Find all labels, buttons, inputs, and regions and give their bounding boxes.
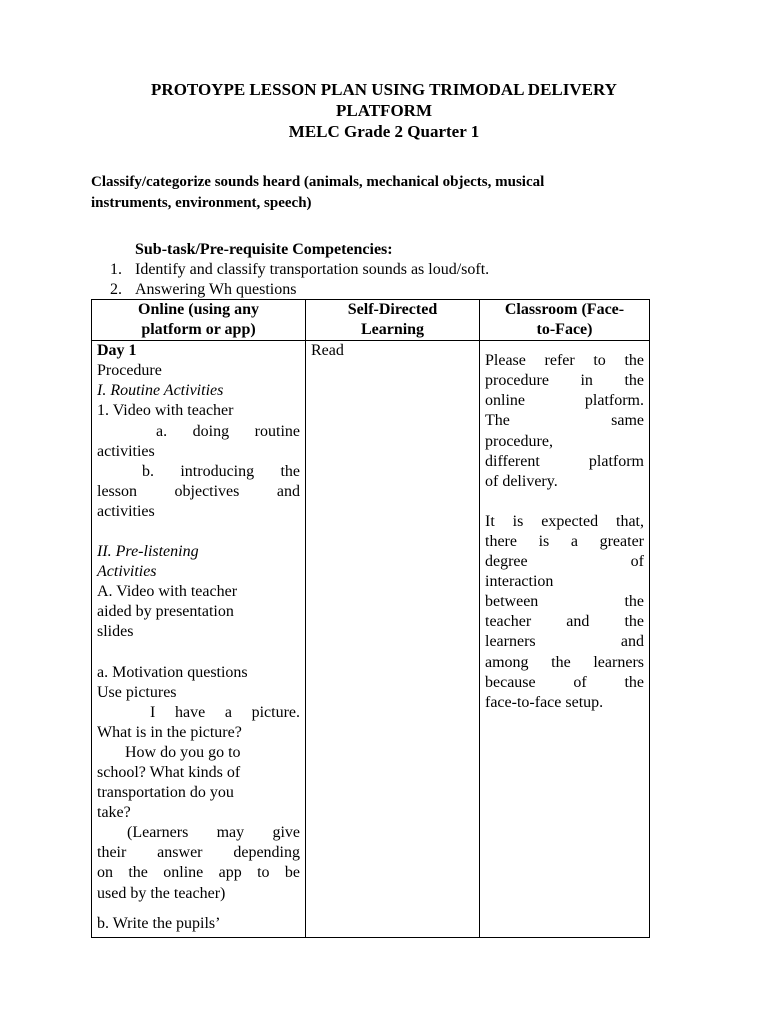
subtask-list — [110, 260, 489, 300]
subtask-item — [110, 260, 489, 280]
competency-line-2: instruments, environment, speech) — [91, 195, 312, 211]
subtask-item-text: Identify and classify transportation sounds as loud/soft. — [135, 261, 490, 278]
title-line-3: MELC Grade 2 Quarter 1 — [288, 122, 480, 141]
lesson-plan-table — [91, 299, 650, 938]
table-row — [92, 341, 650, 938]
day-label: Day 1 — [97, 342, 137, 360]
title-line-1: PROTOYPE LESSON PLAN USING TRIMODAL DELIVERY — [151, 80, 617, 99]
table-header-row — [92, 300, 650, 341]
classroom-paragraph-2: It is expected that, there is a greater degree of interaction between the teacher and the learners and among the learners because of the face-to-face setup. — [485, 512, 644, 711]
learning-competency — [91, 172, 651, 214]
header-self-directed: Self-Directed Learning — [306, 300, 480, 341]
subtask-item — [110, 280, 489, 300]
classroom-cell — [480, 341, 650, 938]
competency-line-1: Classify/categorize sounds heard (animals, mechanical objects, musical — [91, 174, 545, 190]
subtask-heading: Sub-task/Pre-requisite Competencies: — [135, 241, 393, 258]
online-cell: Day 1 Procedure I. Routine Activities 1. Video with teacher a. doing routine activities b. introducing the lesson objectives and activities II. Pre-listening Activities A. Video with teacher aided by presentation slides a. Motivation questions Use pictures I have a picture. What is in the picture? How do you go to school? What kinds of transportation do you take? (Learners may give their answer depending on the online app to be used by the teacher) b. Write the pupils’ — [92, 341, 306, 938]
header-classroom: Classroom (Face- to-Face) — [480, 300, 650, 341]
subtask-item-number: 2. — [110, 281, 122, 298]
self-directed-cell: Read — [306, 341, 480, 938]
title-line-2: PLATFORM — [335, 101, 432, 120]
document-title — [0, 79, 768, 142]
subtask-item-number: 1. — [110, 261, 122, 278]
classroom-paragraph-1: Please refer to the procedure in the online platform. The same procedure, different platform of delivery. — [485, 352, 644, 490]
subtask-item-text: Answering Wh questions — [135, 281, 297, 298]
header-online: Online (using any platform or app) — [92, 300, 306, 341]
